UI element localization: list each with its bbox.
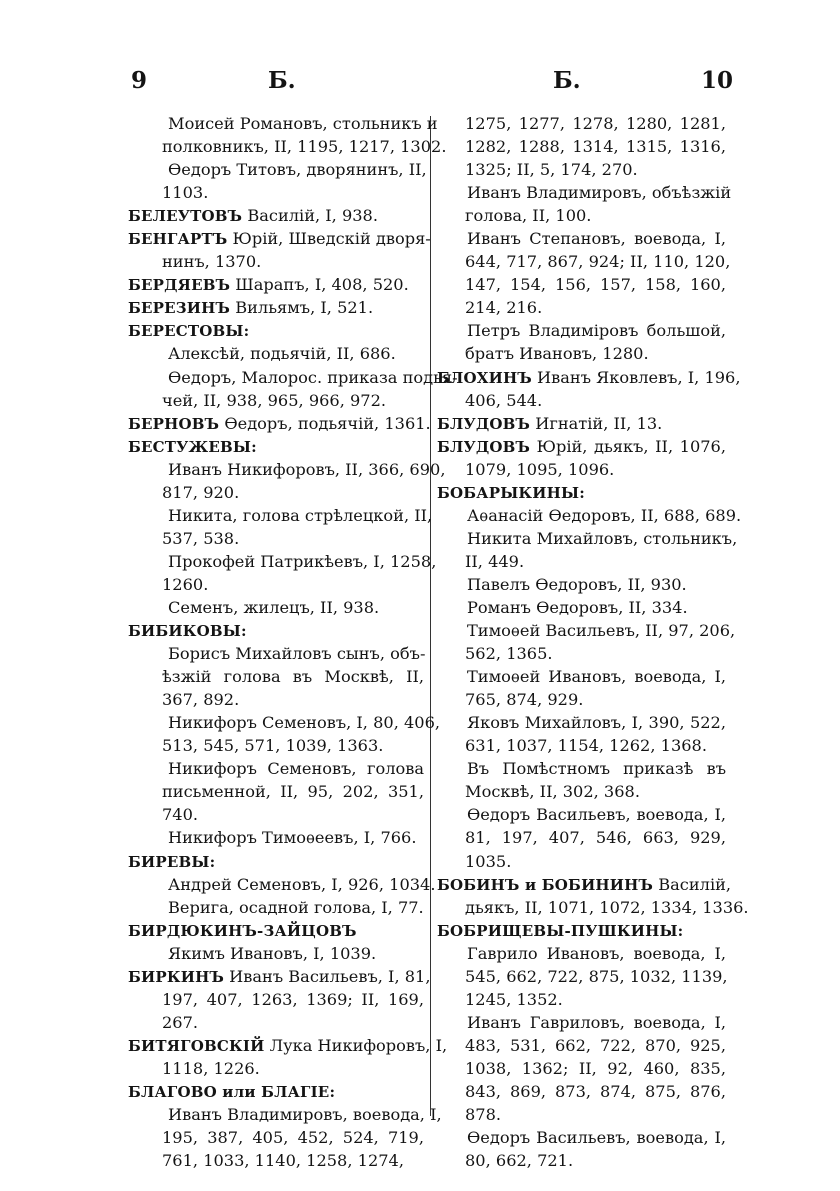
entry-continuation-line: 1260. xyxy=(162,574,209,594)
entry-text: Иванъ Васильевъ, I, 81, xyxy=(224,966,431,986)
surname: БОБАРЫКИНЫ: xyxy=(437,483,585,502)
entry-line: Верига, осадной голова, I, 77. xyxy=(168,897,424,917)
surname: БЛУДОВЪ xyxy=(437,414,531,433)
entry-continuation-line: ѣзжій голова въ Москвѣ, II, xyxy=(162,667,424,687)
entry-continuation-line: II, 449. xyxy=(465,551,525,571)
entry-continuation-line: голова, II, 100. xyxy=(465,206,592,226)
right-column xyxy=(437,112,749,1172)
entry-continuation-line: 214, 216. xyxy=(465,298,543,318)
entry-continuation-line: 644, 717, 867, 924; II, 110, 120, xyxy=(465,252,731,272)
entry-heading-line xyxy=(437,873,732,896)
surname: БИРДЮКИНЪ-ЗАЙЦОВЪ xyxy=(128,921,357,940)
entry-line: Тимоѳей Васильевъ, II, 97, 206, xyxy=(467,621,736,641)
entry-line: Никифоръ Семеновъ, I, 80, 406, xyxy=(168,713,441,733)
entry-heading-line xyxy=(128,227,431,250)
entry-continuation-line: 1275, 1277, 1278, 1280, 1281, xyxy=(465,114,726,133)
page-number-right: 10 xyxy=(701,67,734,94)
left-column xyxy=(128,112,458,1172)
entry-heading-line xyxy=(128,204,424,227)
entry-continuation-line: 761, 1033, 1140, 1258, 1274, xyxy=(162,1151,404,1171)
entry-line: Гаврило Ивановъ, воевода, I, xyxy=(467,943,726,963)
entry-continuation-line: 513, 545, 571, 1039, 1363. xyxy=(162,736,384,756)
surname: БЕРЕСТОВЫ: xyxy=(128,322,250,341)
entry-continuation-line: 740. xyxy=(162,805,199,825)
entry-line: Никита Михайловъ, стольникъ, xyxy=(467,528,738,548)
entry-heading-line xyxy=(128,319,424,342)
entry-continuation-line: 1118, 1226. xyxy=(162,1058,260,1078)
entry-line: Өедоръ, Малорос. приказа подья- xyxy=(168,367,458,387)
surname: БОБРИЩЕВЫ-ПУШКИНЫ: xyxy=(437,921,684,940)
entry-text: Лука Никифоровъ, I, xyxy=(264,1035,448,1055)
entry-heading-line xyxy=(128,296,424,319)
surname: БИБИКОВЫ: xyxy=(128,622,247,641)
entry-continuation-line: полковникъ, II, 1195, 1217, 1302. xyxy=(162,137,447,157)
entry-continuation-line: 1079, 1095, 1096. xyxy=(465,459,615,479)
entry-continuation-line: дьякъ, II, 1071, 1072, 1334, 1336. xyxy=(465,897,749,917)
entry-heading-line xyxy=(128,273,424,296)
entry-heading-line xyxy=(437,919,726,942)
entry-line: Борисъ Михайловъ сынъ, объ- xyxy=(168,644,426,664)
surname: БЕНГАРТЪ xyxy=(128,230,228,249)
entry-line: Өедоръ Васильевъ, воевода, I, xyxy=(467,1128,726,1148)
entry-heading-line xyxy=(128,435,424,458)
entry-text: Юрій, дьякъ, II, 1076, xyxy=(530,436,726,456)
surname: БЛОХИНЪ xyxy=(437,368,532,387)
entry-text: Иванъ Яковлевъ, I, 196, xyxy=(531,367,741,387)
surname: БИТЯГОВСКІЙ xyxy=(128,1036,265,1055)
surname: БЕСТУЖЕВЫ: xyxy=(128,437,257,456)
entry-continuation-line: 267. xyxy=(162,1012,199,1032)
running-head-right: Б. xyxy=(553,67,581,94)
entry-line: Никита, голова стрѣлецкой, II, xyxy=(168,505,433,525)
entry-continuation-line: 1038, 1362; II, 92, 460, 835, xyxy=(465,1058,726,1078)
running-head-left: Б. xyxy=(268,67,296,94)
surname: БЛУДОВЪ xyxy=(437,437,531,456)
entry-continuation-line: 843, 869, 873, 874, 875, 876, xyxy=(465,1081,726,1101)
entry-heading-line xyxy=(128,1080,424,1103)
entry-text: Василій, I, 938. xyxy=(242,206,379,226)
entry-line: Аѳанасій Өедоровъ, II, 688, 689. xyxy=(467,505,742,525)
entry-heading-line xyxy=(128,619,424,642)
entry-line: Павелъ Өедоровъ, II, 930. xyxy=(467,574,687,594)
entry-continuation-line: 367, 892. xyxy=(162,690,240,710)
entry-line: Андрей Семеновъ, I, 926, 1034. xyxy=(168,874,436,894)
entry-continuation-line: братъ Ивановъ, 1280. xyxy=(465,344,649,364)
entry-continuation-line: 1103. xyxy=(162,183,209,203)
entry-line: Яковъ Михайловъ, I, 390, 522, xyxy=(467,713,726,733)
entry-text: Игнатій, II, 13. xyxy=(530,413,663,433)
entry-continuation-line: 81, 197, 407, 546, 663, 929, xyxy=(465,828,726,848)
entry-line: Тимоѳей Ивановъ, воевода, I, xyxy=(467,667,726,687)
entry-line: Иванъ Степановъ, воевода, I, xyxy=(467,229,726,249)
entry-heading-line xyxy=(128,919,424,942)
entry-line: Якимъ Ивановъ, I, 1039. xyxy=(168,943,377,963)
entry-text: Шарапъ, I, 408, 520. xyxy=(230,275,409,295)
surname: БЕРЕЗИНЪ xyxy=(128,299,231,318)
entry-line: Моисей Романовъ, стольникъ и xyxy=(168,114,438,133)
entry-heading-line xyxy=(128,965,431,988)
entry-continuation-line: 1282, 1288, 1314, 1315, 1316, xyxy=(465,137,726,157)
entry-line: Семенъ, жилецъ, II, 938. xyxy=(168,597,380,617)
page-number-left: 9 xyxy=(131,67,148,94)
entry-text: Вильямъ, I, 521. xyxy=(230,298,374,318)
entry-line: Өедоръ Васильевъ, воевода, I, xyxy=(467,805,726,825)
entry-heading-line xyxy=(437,366,741,389)
entry-continuation-line: 562, 1365. xyxy=(465,644,553,664)
entry-continuation-line: 483, 531, 662, 722, 870, 925, xyxy=(465,1035,726,1055)
entry-continuation-line: чей, II, 938, 965, 966, 972. xyxy=(162,390,387,410)
entry-continuation-line: 80, 662, 721. xyxy=(465,1151,574,1171)
entry-line: Иванъ Никифоровъ, II, 366, 690, xyxy=(168,459,446,479)
entry-continuation-line: 537, 538. xyxy=(162,528,240,548)
entry-continuation-line: 878. xyxy=(465,1105,502,1125)
entry-line: Өедоръ Титовъ, дворянинъ, II, xyxy=(168,160,427,180)
surname: БЛАГОВО или БЛАГІЕ: xyxy=(128,1082,336,1101)
entry-line: Иванъ Владимировъ, воевода, I, xyxy=(168,1105,442,1125)
entry-line: Алексѣй, подьячій, II, 686. xyxy=(168,344,396,364)
entry-heading-line xyxy=(128,1034,448,1057)
surname: БИРКИНЪ xyxy=(128,967,225,986)
entry-line: Петръ Владиміровъ большой, xyxy=(467,321,726,341)
entry-line: Прокофей Патрикѣевъ, I, 1258, xyxy=(168,551,437,571)
entry-continuation-line: 195, 387, 405, 452, 524, 719, xyxy=(162,1128,424,1148)
entry-continuation-line: нинъ, 1370. xyxy=(162,252,262,272)
entry-line: Иванъ Владимировъ, объѣзжій xyxy=(467,183,732,203)
surname: БИРЕВЫ: xyxy=(128,852,216,871)
entry-heading-line xyxy=(437,412,726,435)
entry-continuation-line: 147, 154, 156, 157, 158, 160, xyxy=(465,275,726,295)
entry-text: Өедоръ, подьячій, 1361. xyxy=(219,413,431,433)
entry-continuation-line: 1245, 1352. xyxy=(465,989,563,1009)
entry-continuation-line: 817, 920. xyxy=(162,482,240,502)
entry-heading-line xyxy=(128,850,424,873)
entry-continuation-line: письменной, II, 95, 202, 351, xyxy=(162,782,424,802)
entry-continuation-line: 1035. xyxy=(465,851,512,871)
entry-continuation-line: 1325; II, 5, 174, 270. xyxy=(465,160,638,180)
entry-line: Никифоръ Тимоѳеевъ, I, 766. xyxy=(168,828,417,848)
surname: БЕРНОВЪ xyxy=(128,414,220,433)
entry-continuation-line: 197, 407, 1263, 1369; II, 169, xyxy=(162,989,424,1009)
entry-heading-line xyxy=(437,435,726,458)
entry-line: Иванъ Гавриловъ, воевода, I, xyxy=(467,1012,726,1032)
entry-text: Василій, xyxy=(653,874,732,894)
entry-line: Романъ Өедоровъ, II, 334. xyxy=(467,597,688,617)
entry-heading-line xyxy=(128,412,431,435)
entry-continuation-line: 765, 874, 929. xyxy=(465,690,584,710)
surname: БЕЛЕУТОВЪ xyxy=(128,207,243,226)
entry-continuation-line: 545, 662, 722, 875, 1032, 1139, xyxy=(465,966,728,986)
surname: БОБИНЪ и БОБИНИНЪ xyxy=(437,875,654,894)
entry-heading-line xyxy=(437,481,726,504)
entry-line: Въ Помѣстномъ приказѣ въ xyxy=(467,759,726,779)
entry-continuation-line: 406, 544. xyxy=(465,390,543,410)
surname: БЕРДЯЕВЪ xyxy=(128,276,231,295)
entry-text: Юрій, Шведскій дворя- xyxy=(227,229,431,249)
entry-line: Никифоръ Семеновъ, голова xyxy=(168,759,424,779)
entry-continuation-line: 631, 1037, 1154, 1262, 1368. xyxy=(465,736,707,756)
entry-continuation-line: Москвѣ, II, 302, 368. xyxy=(465,782,640,802)
